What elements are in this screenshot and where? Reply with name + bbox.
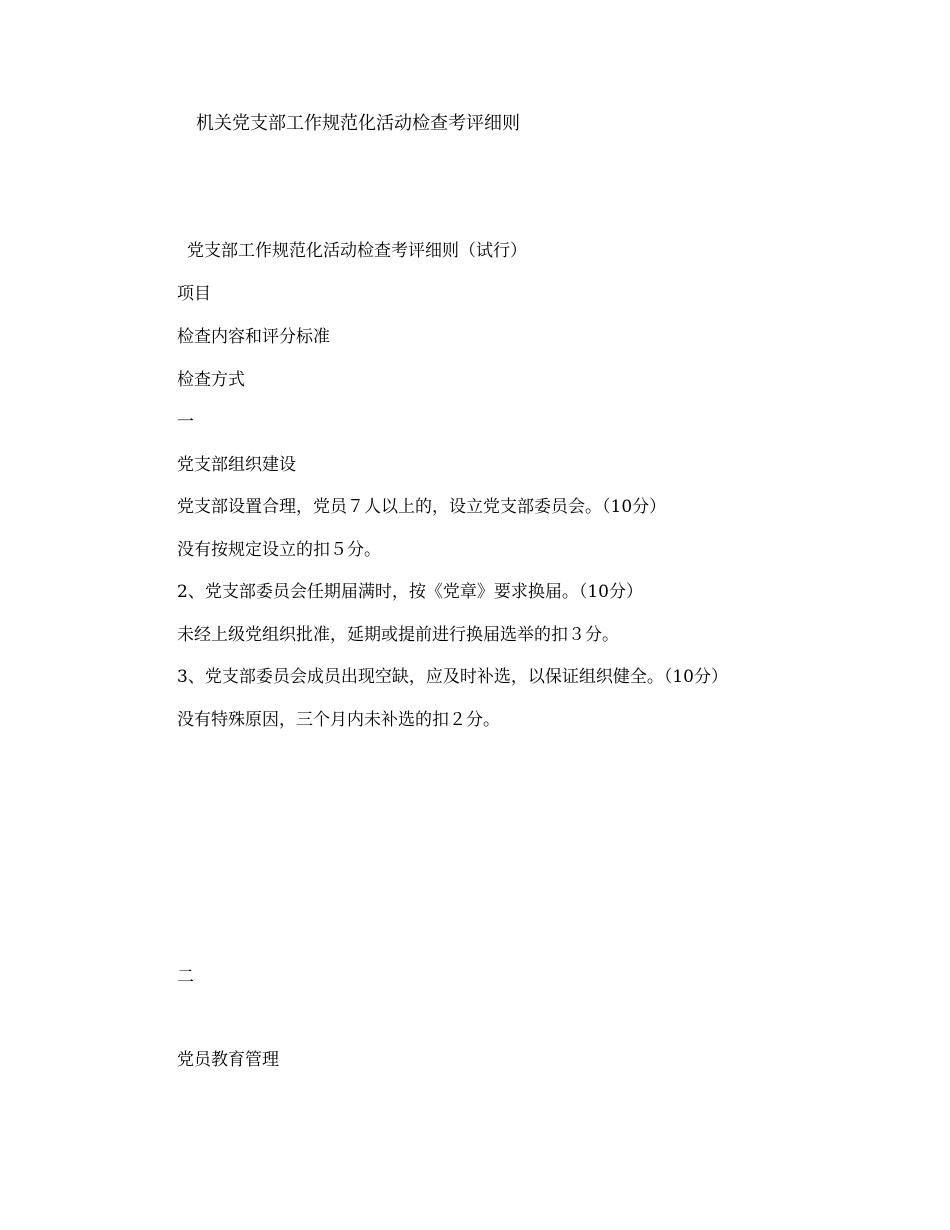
section-number: 一 <box>177 412 194 432</box>
header-method: 检查方式 <box>177 370 245 390</box>
criterion-deduction: 没有特殊原因，三个月内未补选的扣２分。 <box>177 710 500 730</box>
header-item: 项目 <box>177 284 211 304</box>
criterion-deduction: 未经上级党组织批准，延期或提前进行换届选举的扣３分。 <box>177 625 619 645</box>
section-name: 党支部组织建设 <box>177 455 296 475</box>
section-name: 党员教育管理 <box>177 1050 279 1070</box>
document-title: 机关党支部工作规范化活动检查考评细则 <box>196 113 520 134</box>
criterion-content: 3、党支部委员会成员出现空缺，应及时补选，以保证组织健全。（10分） <box>177 667 728 687</box>
criterion-deduction: 没有按规定设立的扣５分。 <box>177 540 381 560</box>
header-content: 检查内容和评分标准 <box>177 327 330 347</box>
document-subtitle: 党支部工作规范化活动检查考评细则（试行） <box>187 241 527 261</box>
section-number: 二 <box>177 967 194 987</box>
criterion-content: 2、党支部委员会任期届满时，按《党章》要求换届。（10分） <box>177 582 643 602</box>
criterion-content: 党支部设置合理，党员７人以上的，设立党支部委员会。（10分） <box>177 497 667 517</box>
